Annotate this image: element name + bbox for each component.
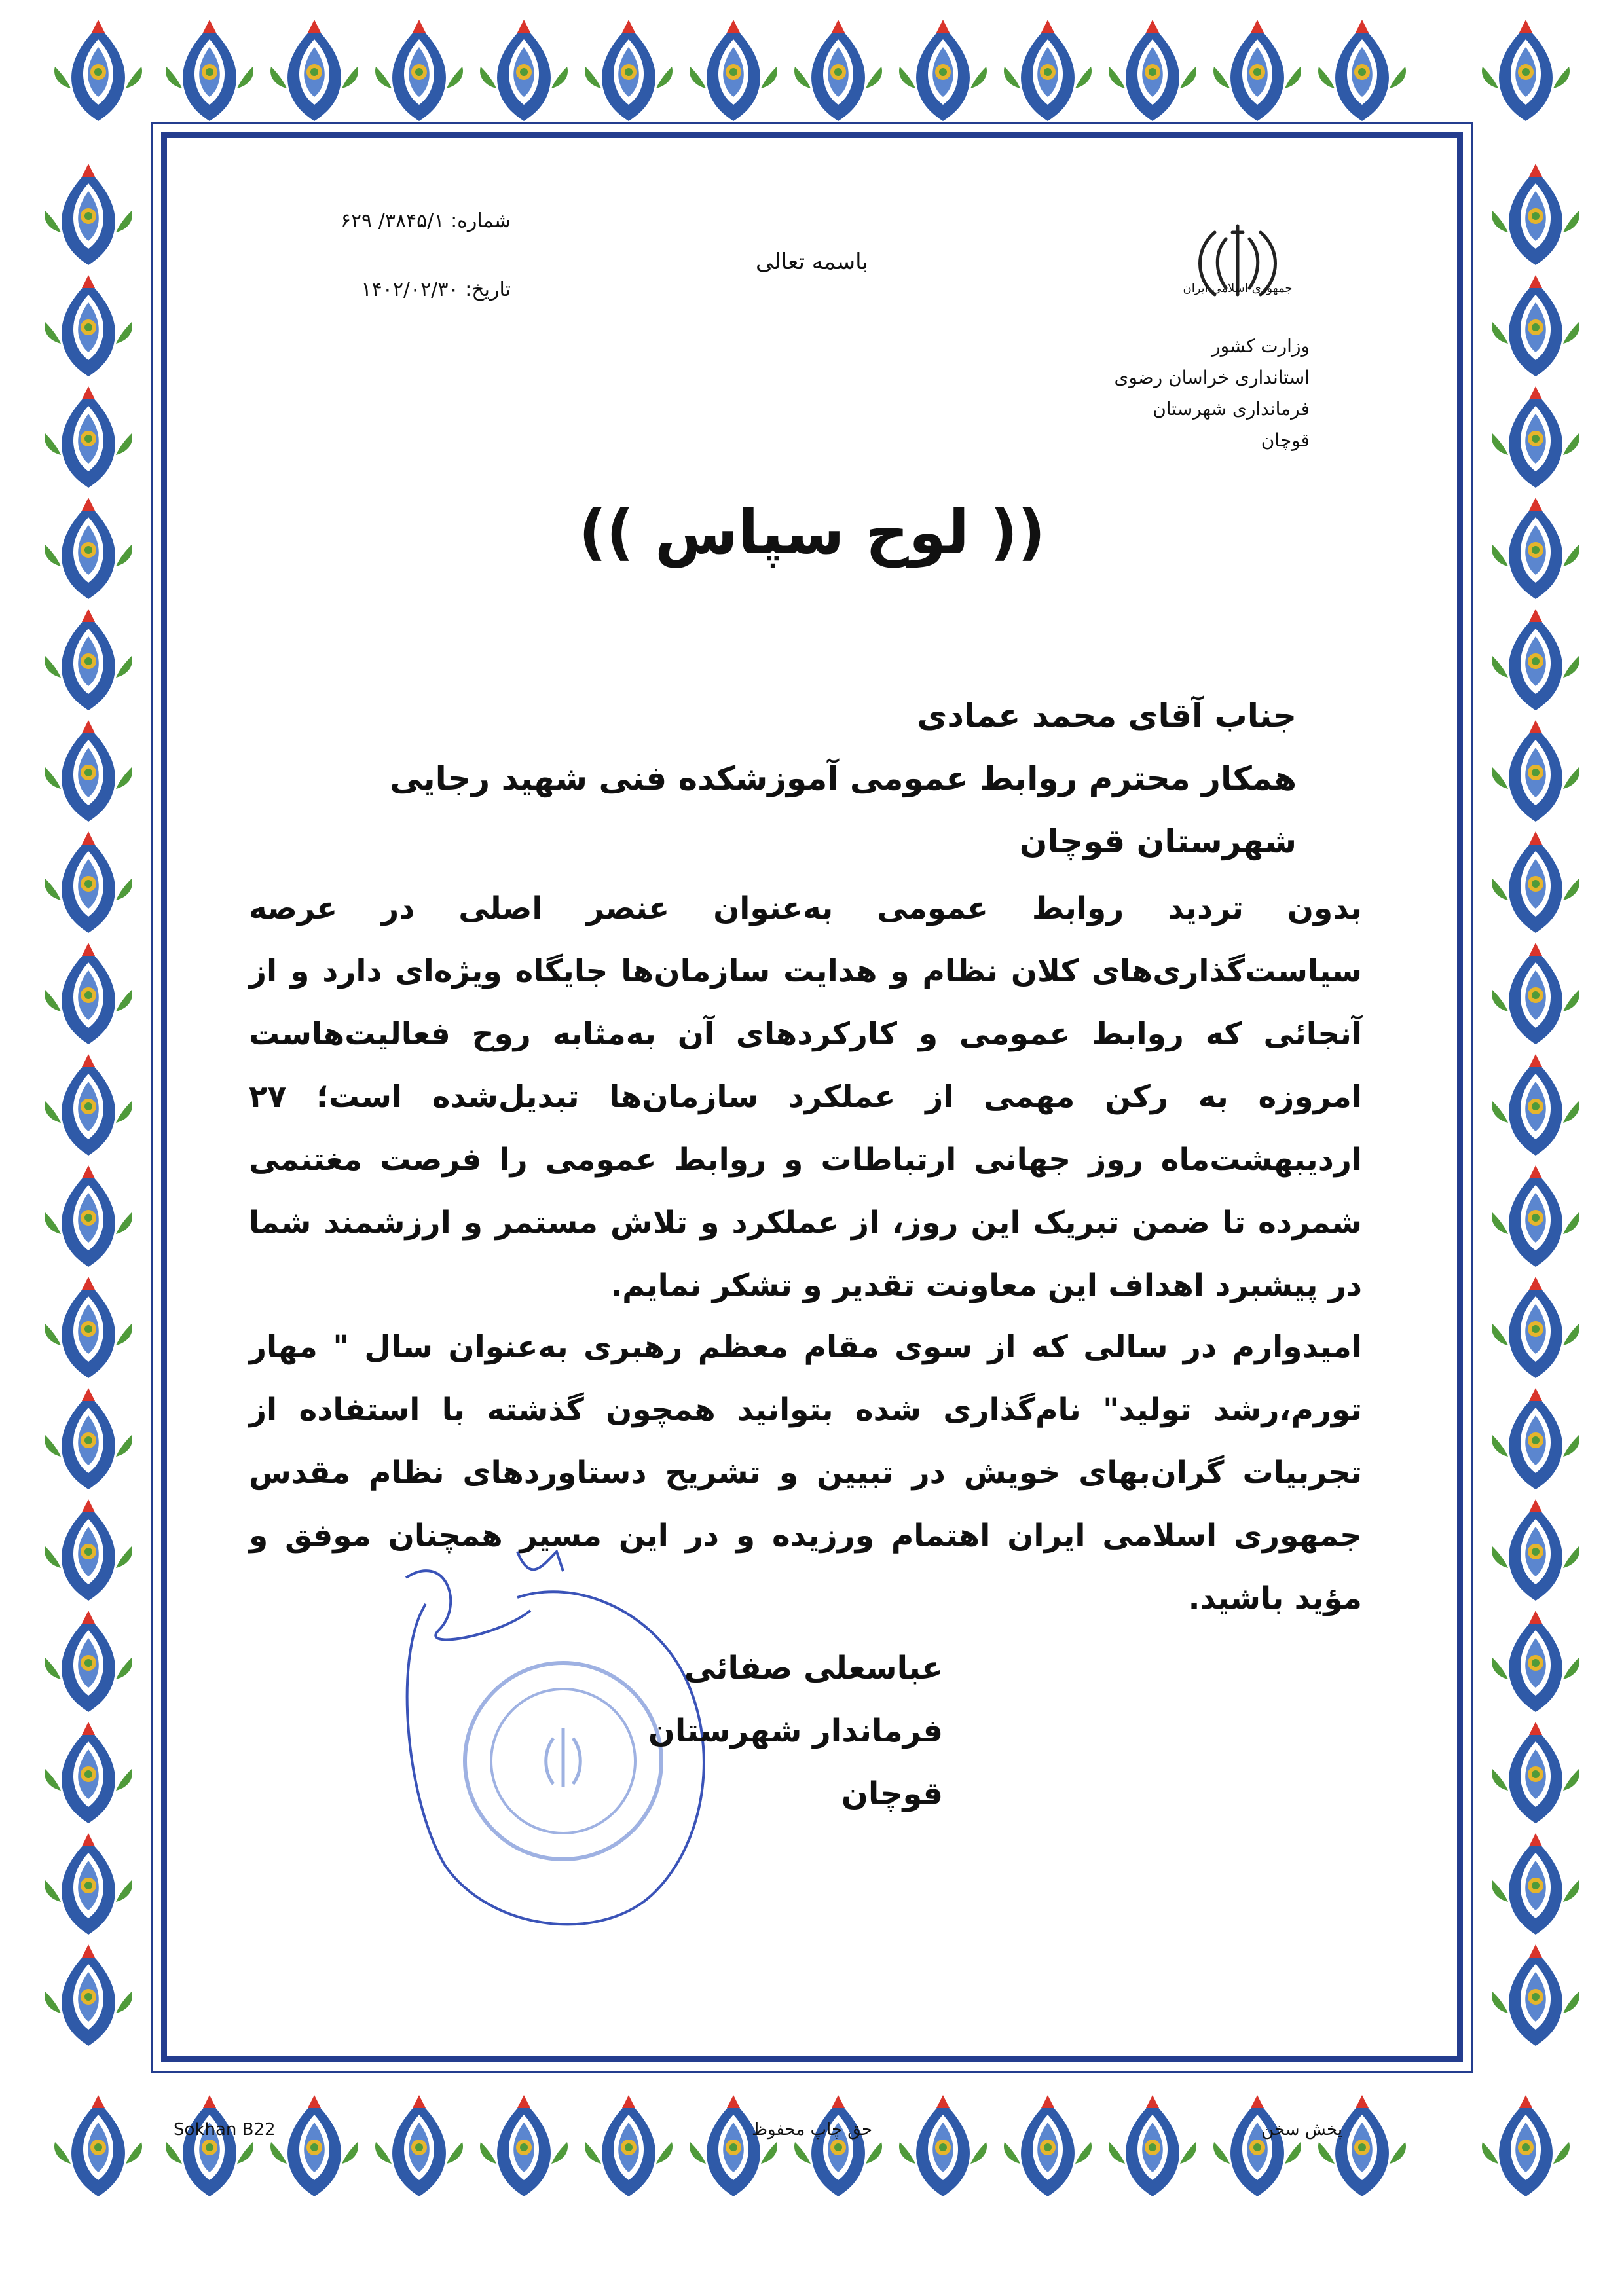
ministry-line: استانداری خراسان رضوی xyxy=(1114,367,1310,388)
ministry-block xyxy=(1113,331,1310,456)
body-paragraph-1: بدون تردید روابط عمومی به‌عنوان عنصر اصلی در عرصه سیاست‌گذاری‌های کلان نظام و هدایت سازمان‌ها جایگاه ویژه‌ای دارد و از آنجائی که روابط عمومی و کارکردهای آن به‌مثابه روح فعالیت‌هاست امروزه به رکن مهمی از عملکرد سازمان‌ها تبدیل‌شده است؛ ۲۷ اردیبهشت‌ماه روز جهانی ارتباطات و روابط عمومی را فرصت مغتنمی شمرده تا ضمن تبریک این روز، از عملکرد و تلاش مستمر و ارزشمند شما در پیشبرد اهداف این معاونت تقدیر و تشکر نمایم. xyxy=(249,890,1362,1303)
addressee-title: همکار محترم روابط عمومی آموزشکده فنی شهید رجایی شهرستان قوچان xyxy=(390,759,1297,860)
date-value: ۱۴۰۲/۰۲/۳۰ xyxy=(361,278,459,301)
footer-distributor: پخش سخن xyxy=(1261,2120,1342,2140)
number-label: شماره: xyxy=(451,210,511,232)
addressee-block xyxy=(249,684,1297,873)
document-title: (( لوح سپاس )) xyxy=(578,498,1046,568)
letter-date xyxy=(314,278,511,301)
letter-number xyxy=(314,210,511,232)
number-value: ۳۸۴۵/۱/ ۶۲۹ xyxy=(340,210,445,232)
invocation: باسمه تعالی xyxy=(756,249,868,275)
body-paragraph-2: امیدوارم در سالی که از سوی مقام معظم رهبری به‌عنوان سال " مهار تورم،رشد تولید" نام‌گذاری شده بتوانید همچون گذشته با استفاده از تجربیات گران‌بهای خویش در تبیین و تشریح دستاوردهای نظام مقدس جمهوری اسلامی ایران اهتمام ورزیده و در این مسیر همچنان موفق و مؤید باشید. xyxy=(249,1329,1362,1616)
date-label: تاریخ: xyxy=(465,278,511,301)
ministry-line: وزارت کشور xyxy=(1211,335,1310,357)
addressee-name: جناب آقای محمد عمادی xyxy=(917,697,1297,735)
signature-block xyxy=(629,1637,943,1825)
emblem-caption: جمهوری اسلامی ایران xyxy=(1183,282,1293,295)
signatory-position: فرماندار شهرستان قوچان xyxy=(648,1713,943,1812)
signatory-name: عباسعلی صفائی xyxy=(684,1650,943,1686)
ministry-line: فرمانداری شهرستان قوچان xyxy=(1153,398,1310,451)
footer-publisher-code: Sokhan B22 xyxy=(174,2120,276,2140)
iran-emblem-icon xyxy=(1185,196,1290,327)
footer-copyright: حق چاپ محفوظ xyxy=(751,2120,873,2140)
